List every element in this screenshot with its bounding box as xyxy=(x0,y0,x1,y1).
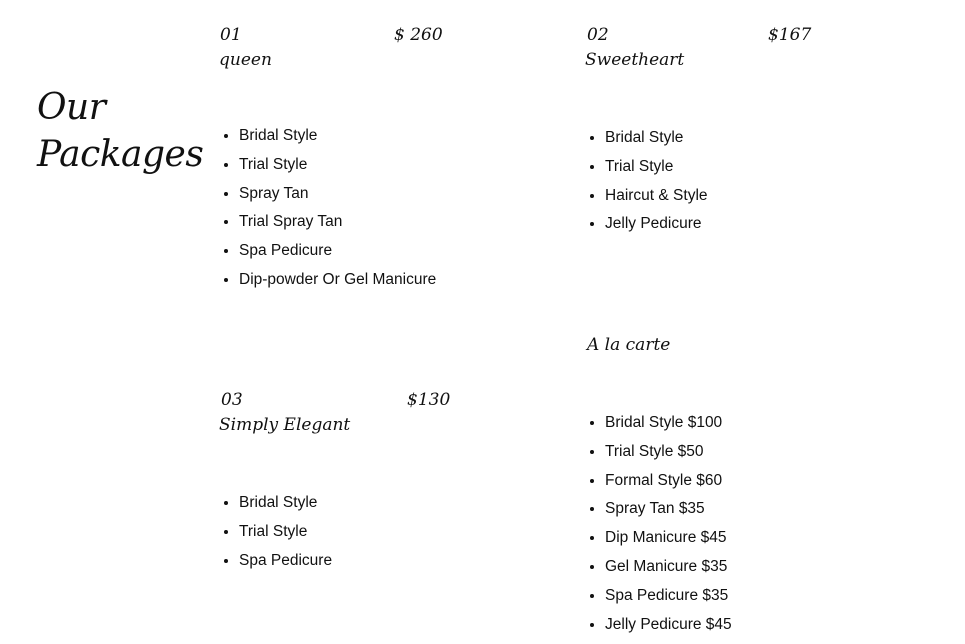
list-item: • Bridal Style xyxy=(239,122,436,151)
a-la-carte-title: A la carte xyxy=(587,335,671,355)
package-item-list xyxy=(218,122,436,295)
list-item: • Spray Tan xyxy=(239,180,436,209)
package-item-list xyxy=(218,489,332,575)
list-item: • Dip-powder Or Gel Manicure xyxy=(239,266,436,295)
package-price: $167 xyxy=(768,25,812,45)
list-item: • Bridal Style xyxy=(239,489,332,518)
page-title xyxy=(37,84,207,178)
list-item: • Spray Tan $35 xyxy=(605,495,732,524)
list-item: • Bridal Style $100 xyxy=(605,409,732,438)
package-name: queen xyxy=(219,50,272,70)
list-item: • Gel Manicure $35 xyxy=(605,553,732,582)
list-item: • Spa Pedicure xyxy=(239,237,436,266)
package-number: 03 xyxy=(221,390,243,410)
page-title-line2: Packages xyxy=(37,134,204,175)
package-name: Sweetheart xyxy=(585,50,685,70)
list-item: • Bridal Style xyxy=(605,124,708,153)
list-item: • Trial Style xyxy=(239,518,332,547)
package-number: 01 xyxy=(220,25,242,45)
list-item: • Spa Pedicure xyxy=(239,547,332,576)
a-la-carte-item-list xyxy=(584,409,732,639)
package-number: 02 xyxy=(587,25,609,45)
list-item: • Dip Manicure $45 xyxy=(605,524,732,553)
list-item: • Haircut & Style xyxy=(605,182,708,211)
list-item: • Jelly Pedicure xyxy=(605,210,708,239)
package-price: $ 260 xyxy=(394,25,443,45)
package-price: $130 xyxy=(407,390,451,410)
list-item: • Trial Style $50 xyxy=(605,438,732,467)
list-item: • Formal Style $60 xyxy=(605,467,732,496)
list-item: • Trial Spray Tan xyxy=(239,208,436,237)
list-item: • Jelly Pedicure $45 xyxy=(605,611,732,640)
package-item-list xyxy=(584,124,708,239)
list-item: • Trial Style xyxy=(239,151,436,180)
list-item: • Spa Pedicure $35 xyxy=(605,582,732,611)
list-item: • Trial Style xyxy=(605,153,708,182)
page-title-line1: Our xyxy=(37,87,106,128)
package-name: Simply Elegant xyxy=(219,415,351,435)
